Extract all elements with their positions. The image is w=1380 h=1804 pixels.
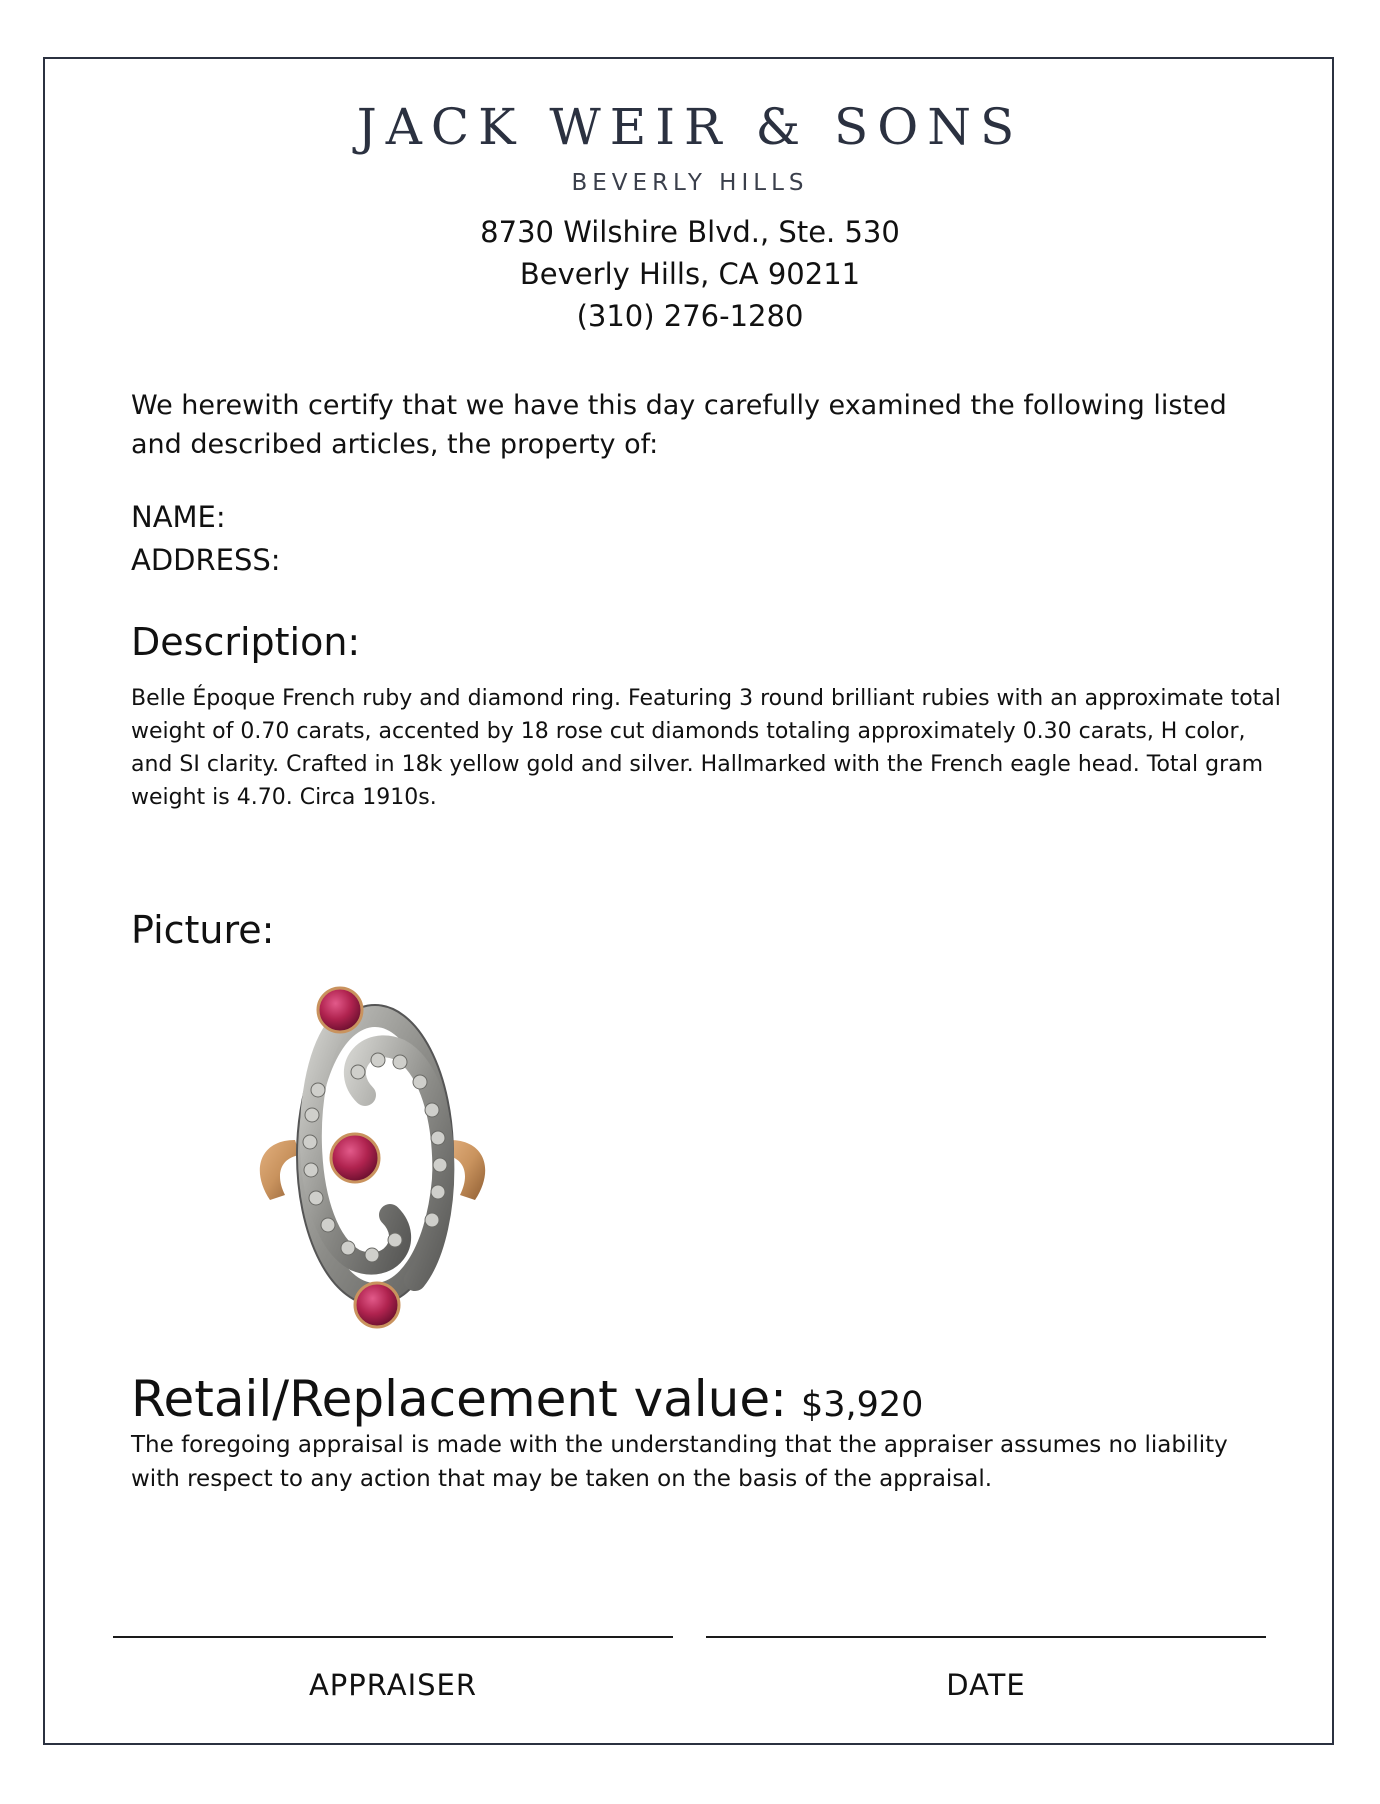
appraiser-label: APPRAISER	[308, 1668, 478, 1702]
ring-shank	[260, 1140, 300, 1200]
address-line-2: Beverly Hills, CA 90211	[519, 257, 861, 291]
ring-photo	[240, 970, 520, 1350]
valuation-line	[131, 1370, 923, 1428]
address-line-1: 8730 Wilshire Blvd., Ste. 530	[480, 215, 900, 249]
ruby-center	[331, 1134, 379, 1182]
address-field-label: ADDRESS:	[131, 543, 281, 577]
disclaimer-text: The foregoing appraisal is made with the understanding that the appraiser assumes no liability with respect to any action that may be taken on the basis of the appraisal.	[131, 1432, 1228, 1492]
ruby-bottom	[355, 1283, 399, 1327]
date-label: DATE	[946, 1668, 1026, 1702]
brand-city: BEVERLY HILLS	[571, 170, 809, 196]
description-heading: Description:	[131, 620, 361, 664]
name-field-label: NAME:	[131, 500, 226, 534]
valuation-amount: $3,920	[800, 1385, 924, 1425]
picture-heading: Picture:	[131, 908, 275, 952]
phone-number: (310) 276-1280	[576, 299, 804, 333]
brand-name: JACK WEIR & SONS	[356, 98, 1024, 156]
description-text: Belle Époque French ruby and diamond ring. Featuring 3 round brilliant rubies with an approximate total weight of 0.70 carats, accented by 18 rose cut diamonds totaling approximately 0.30 carats, H color, and SI clarity. Crafted in 18k yellow gold and silver. Hallmarked with the French eagle head. Total gram weight is 4.70. Circa 1910s.	[131, 686, 1281, 810]
appraiser-signature-line	[113, 1636, 673, 1638]
ruby-top	[318, 988, 362, 1032]
certification-text: We herewith certify that we have this day carefully examined the following listed and described articles, the property of:	[131, 390, 1227, 460]
valuation-label: Retail/Replacement value:	[131, 1370, 787, 1428]
date-signature-line	[706, 1636, 1266, 1638]
